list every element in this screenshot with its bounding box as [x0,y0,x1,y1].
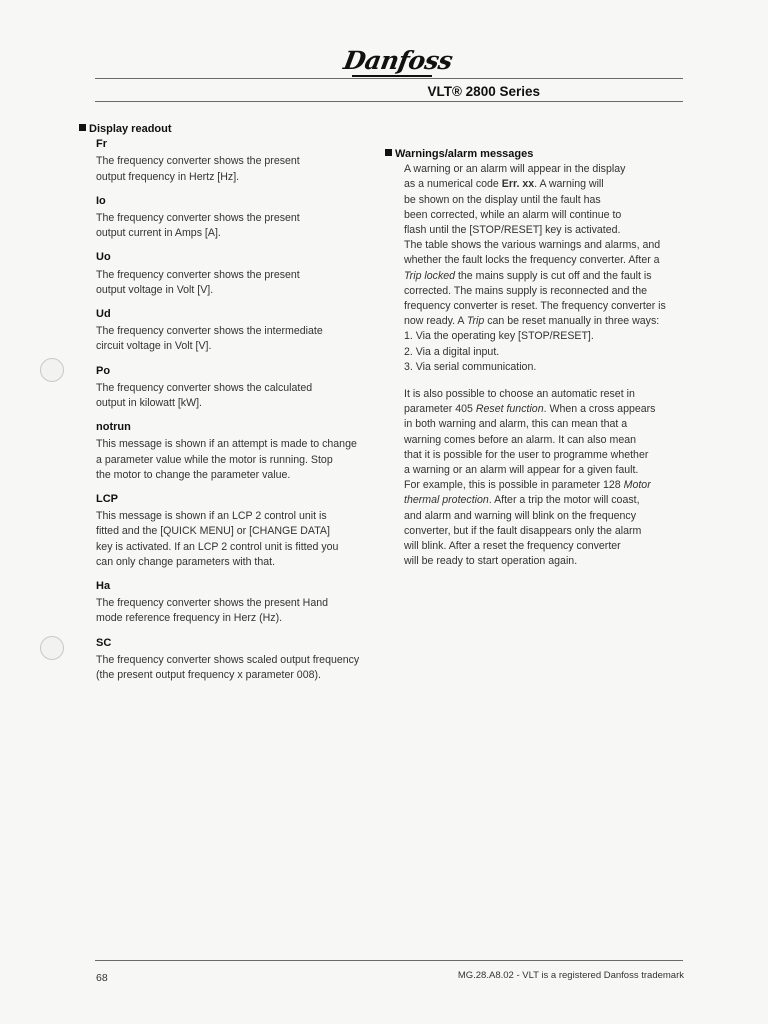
text-line: For example, this is possible in parameter 128 Motor [404,479,651,492]
text-line: frequency converter is reset. The frequency converter is [404,300,666,313]
text-line: mode reference frequency in Herz (Hz). [96,612,283,625]
readout-item [96,636,386,684]
readout-item [96,307,386,355]
error-code: Err. xx [501,178,535,191]
readout-code: Po [96,364,111,377]
section-title: Display readout [89,123,172,135]
text-line: The frequency converter shows the calculated [96,381,313,394]
text-line: The table shows the various warnings and alarms, and [404,239,661,252]
text-line: warning comes before an alarm. It can also mean [404,433,637,446]
text-line: as a numerical code Err. xx. A warning will [404,178,604,191]
readout-code: Ha [96,580,111,593]
readout-description [96,154,386,184]
list-item: 1. Via the operating key [STOP/RESET]. [404,330,594,343]
readout-code: Io [96,194,106,207]
text-line: output in kilowatt [kW]. [96,397,202,410]
text-line: output frequency in Hertz [Hz]. [96,170,240,183]
text-line: output current in Amps [A]. [96,227,221,240]
danfoss-logo: Danfoss [341,46,455,75]
text-line: The frequency converter shows the present [96,155,300,168]
readout-description [96,324,386,354]
text-line: The frequency converter shows the present [96,212,300,225]
text-line: fitted and the [QUICK MENU] or [CHANGE DATA] [96,525,330,538]
warnings-paragraph-1 [385,162,685,238]
text-line: thermal protection. After a trip the motor will coast, [404,494,640,507]
warnings-paragraph-3 [385,387,685,569]
text-line: and alarm and warning will blink on the frequency [404,509,637,522]
readout-code: Fr [96,138,107,151]
page-number: 68 [96,972,108,984]
readout-item [96,250,386,298]
section-heading-display-readout [79,122,386,137]
readout-item [96,579,386,627]
text-line: be shown on the display until the fault has [404,193,601,206]
bullet-square-icon [79,124,86,131]
text-line: can only change parameters with that. [96,555,276,568]
readout-description [96,509,386,570]
list-item: 2. Via a digital input. [404,345,500,358]
text-line: been corrected, while an alarm will continue to [404,208,622,221]
bullet-square-icon [385,149,392,156]
readout-code: LCP [96,493,118,506]
readout-item [96,137,386,185]
readout-description [96,268,386,298]
readout-description [96,381,386,411]
readout-description [96,211,386,241]
text-line: The frequency converter shows the present [96,268,300,281]
readout-description [96,437,386,483]
text-line: will be ready to start operation again. [404,555,578,568]
readout-description [96,596,386,626]
text-line: output voltage in Volt [V]. [96,283,214,296]
left-column [89,122,386,692]
text-line: now ready. A Trip can be reset manually in three ways: [404,315,660,328]
text-line: key is activated. If an LCP 2 control unit is fitted you [96,540,339,553]
readout-item [96,364,386,412]
text-line: parameter 405 Reset function. When a cross appears [404,403,656,416]
warnings-paragraph-2 [385,238,685,375]
readout-code: SC [96,636,112,649]
text-line: that it is possible for the user to programme whether [404,448,649,461]
header-rule-bottom [95,101,683,102]
text-line: The frequency converter shows scaled output frequency [96,653,360,666]
footer-trademark: MG.28.A8.02 - VLT is a registered Danfoss trademark [457,970,684,981]
punch-hole-lower [40,636,64,660]
text-line: flash until the [STOP/RESET] key is activated. [404,224,621,237]
text-line: (the present output frequency x parameter 008). [96,669,321,682]
text-line: It is also possible to choose an automatic reset in [404,388,635,401]
text-line: a parameter value while the motor is running. Stop [96,453,333,466]
text-line: a warning or an alarm will appear for a given fault. [404,464,639,477]
readout-item [96,194,386,242]
readout-code: Uo [96,251,111,264]
text-line: This message is shown if an attempt is made to change [96,438,357,451]
text-line: circuit voltage in Volt [V]. [96,340,212,353]
readout-code: Ud [96,308,111,321]
text-line: corrected. The mains supply is reconnected and the [404,284,648,297]
text-line: will blink. After a reset the frequency converter [404,540,621,553]
readout-item [96,420,386,483]
right-column [385,147,685,569]
text-line: converter, but if the fault disappears only the alarm [404,524,642,537]
text-line: The frequency converter shows the present Hand [96,597,329,610]
text-line: the motor to change the parameter value. [96,468,291,481]
readout-item [96,492,386,570]
display-readout-list [96,137,386,683]
section-title: Warnings/alarm messages [395,148,534,160]
text-line: A warning or an alarm will appear in the display [404,163,626,176]
logo-underline [352,75,432,77]
readout-description [96,653,386,683]
text-line: The frequency converter shows the intermediate [96,325,323,338]
series-title: VLT® 2800 Series [427,84,540,99]
list-item: 3. Via serial communication. [404,360,537,373]
punch-hole-upper [40,358,64,382]
text-line: This message is shown if an LCP 2 control unit is [96,510,327,523]
text-line: Trip locked the mains supply is cut off and the fault is [404,269,652,282]
text-line: in both warning and alarm, this can mean that a [404,418,628,431]
footer-rule [95,960,683,961]
section-heading-warnings [385,147,685,162]
readout-code: notrun [96,421,131,434]
header-rule-top [95,78,683,79]
text-line: whether the fault locks the frequency converter. After a [404,254,660,267]
